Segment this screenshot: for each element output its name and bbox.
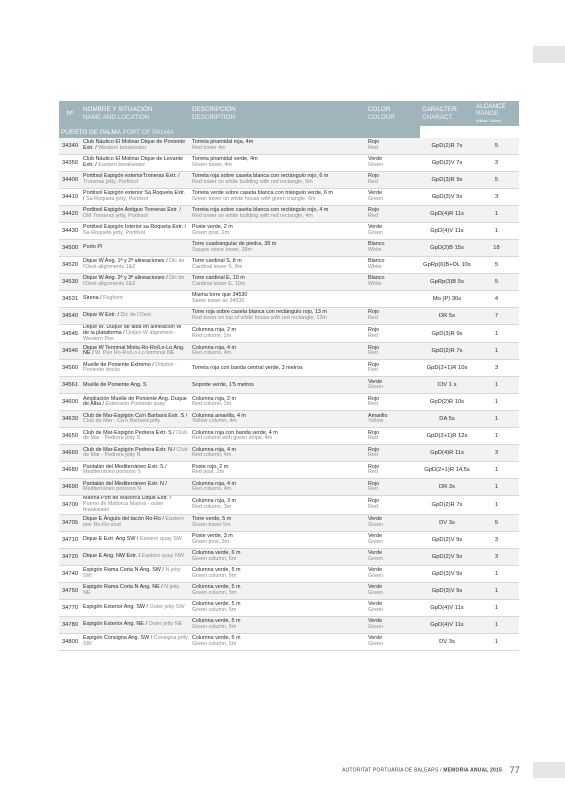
table-row <box>59 189 519 206</box>
footer-report: MEMORIA ANUAL 2015 <box>443 767 502 774</box>
cell-colour: Verde Green <box>366 616 420 633</box>
cell-number: 34500 <box>59 240 81 257</box>
cell-colour: Blanco White <box>366 274 420 291</box>
cell-character: GpD(2)R 10s <box>420 394 474 411</box>
cell-description: Columna roja, 3 m Red column, 3m <box>190 496 366 514</box>
cell-number: 34770 <box>59 599 81 616</box>
cell-character: GpD(2)V 9s <box>420 548 474 565</box>
cell-description: Columna roja con banda verde, 4 m Red column with green stripe, 4m <box>190 428 366 445</box>
cell-character: DR 5s <box>420 308 474 325</box>
cell-colour: Verde Green <box>366 599 420 616</box>
table-row <box>59 360 519 377</box>
cell-number: 34680 <box>59 462 81 479</box>
cell-character: GpD(2)V 9s <box>420 531 474 548</box>
cell-range: 5 <box>474 514 519 531</box>
table-row <box>59 565 519 582</box>
cell-range: 18 <box>474 240 519 257</box>
cell-description: Columna roja, 2 m Red column, 2m <box>190 325 366 343</box>
table-row <box>59 240 519 257</box>
cell-colour: Verde Green <box>366 582 420 599</box>
cell-number: 34400 <box>59 172 81 189</box>
cell-range: 3 <box>474 155 519 172</box>
table-row <box>59 462 519 479</box>
cell-character: GpRp(6)B+DL 10s <box>420 257 474 274</box>
table-row <box>59 445 519 462</box>
lights-table <box>59 101 519 651</box>
cell-colour: Rojo Red <box>366 479 420 496</box>
section-row <box>59 126 519 138</box>
cell-range: 7 <box>474 308 519 325</box>
cell-name: Club Náutico El Molinar Dique de Levante Extr. / Eastern breakwater <box>81 155 190 172</box>
cell-range: 5 <box>474 138 519 155</box>
table-row <box>59 496 519 514</box>
cell-character: GpD(2+1)R 12s <box>420 428 474 445</box>
cell-description: Columna verde, 5 m Green column, 5m <box>190 633 366 650</box>
cell-range: 1 <box>474 206 519 223</box>
header-colour: COLOR COLOUR <box>366 101 420 126</box>
cell-colour: Verde Green <box>366 565 420 582</box>
cell-name: Muelle de Poniente Ang. S <box>81 377 190 394</box>
header-num: Nº <box>59 101 81 126</box>
cell-name: Portitxol Espigón Interior sa Roqueta Extr. / Sa Roqueta jetty, Portitxol <box>81 223 190 240</box>
cell-character: GpD(4)V 11s <box>420 223 474 240</box>
cell-name: Dique W Ang. 1ª y 2ª alineaciones / Dic de l'Oest alignments 1&2 <box>81 257 190 274</box>
cell-colour: Rojo Red <box>366 445 420 462</box>
page-number: 77 <box>509 765 520 775</box>
cell-colour: Rojo Red <box>366 462 420 479</box>
cell-character: GpD(2)V 7s <box>420 155 474 172</box>
cell-range: 5 <box>474 257 519 274</box>
cell-number: 34690 <box>59 479 81 496</box>
cell-name: Dique W. Duque de alba en alineación W de la plataforma / Dolpin W alignment - Western Pier <box>81 325 190 343</box>
cell-name: Sirena / Foghorn <box>81 291 190 308</box>
cell-number: 34560 <box>59 360 81 377</box>
cell-description: Columna verde, 5 m Green column, 5m <box>190 565 366 582</box>
table-row <box>59 325 519 343</box>
header-character: CARACTER. CHARACT. <box>420 101 474 126</box>
cell-name: Dique E Ángulo del tacón Ro-Ro / Eastern pier Ro-Ro stud <box>81 514 190 531</box>
cell-range: 1 <box>474 496 519 514</box>
cell-colour <box>366 291 420 308</box>
table-row <box>59 479 519 496</box>
cell-number: 34700 <box>59 496 81 514</box>
table-row <box>59 514 519 531</box>
cell-name: Dique W Extr. / Dic de l'Oest <box>81 308 190 325</box>
cell-range: 1 <box>474 479 519 496</box>
cell-name: Portitxol Espigón exterior Sa Roqueta Extr. / Sa Roqueta jetty, Portitxol <box>81 189 190 206</box>
cell-number: 34430 <box>59 223 81 240</box>
cell-number: 34350 <box>59 155 81 172</box>
cell-colour: Amarillo Yellow <box>366 411 420 428</box>
table-row <box>59 616 519 633</box>
cell-range: 1 <box>474 599 519 616</box>
cell-range: 1 <box>474 462 519 479</box>
cell-character: CtV 1 s <box>420 377 474 394</box>
cell-character: GpD(3)V 9s <box>420 189 474 206</box>
cell-range: 3 <box>474 360 519 377</box>
cell-range: 5 <box>474 274 519 291</box>
cell-number: 34410 <box>59 189 81 206</box>
cell-colour: Rojo Red <box>366 394 420 411</box>
cell-description: Torre cuadrangular de piedra, 38 m Square stone tower, 38m <box>190 240 366 257</box>
cell-colour: Rojo Red <box>366 308 420 325</box>
cell-number: 34705 <box>59 514 81 531</box>
cell-name: Espigón Exterior Ang. NE / Outer jetty NE <box>81 616 190 633</box>
cell-colour: Verde Green <box>366 223 420 240</box>
cell-description: Poste rojo, 2 m Red post, 2m <box>190 462 366 479</box>
cell-description: Torreta piramidal roja, 4m Red tower 4m <box>190 138 366 155</box>
cell-name: Dique E Extr. Ang SW / Eastern quay SW <box>81 531 190 548</box>
cell-character: GpD(3)R 9s <box>420 172 474 189</box>
cell-number: 34545 <box>59 325 81 343</box>
page-footer <box>0 765 520 775</box>
cell-name: Portitxol Espigón exteriorTroneras Extr. / Troneras jetty, Portitxol <box>81 172 190 189</box>
cell-colour: Rojo Red <box>366 343 420 360</box>
table-row <box>59 411 519 428</box>
cell-number: 34650 <box>59 428 81 445</box>
table-header <box>59 101 519 126</box>
cell-name: Club de Mar-Espigón Pedrera Extr. S / Club de Mar - Pedrera jetty S <box>81 428 190 445</box>
cell-name: Marina Port de Mallorca Dique Extr. / Puerto de Mallorca Marina - outer breakwater <box>81 496 190 514</box>
cell-name: Club Náutico El Molinar Dique de Poniente Extr. / Western breakwater <box>81 138 190 155</box>
table-row <box>59 548 519 565</box>
cell-colour: Rojo Red <box>366 206 420 223</box>
table-row <box>59 633 519 650</box>
cell-name: Dique W Terminal Mixta Ro-Ro/Lo-Lo Ang. NE / W. Pier Ro-Ro/Lo-Lo terminal NE <box>81 343 190 360</box>
cell-colour: Verde Green <box>366 189 420 206</box>
cell-name: Portitxol Espigón Antiguo Troneras Extr. / Old Troneras jetty, Portitxol <box>81 206 190 223</box>
header-description: DESCRIPCIÓN DESCRIPTION <box>190 101 366 126</box>
cell-name: Espigón Rama Corta N Ang. SW / N jetty SW <box>81 565 190 582</box>
cell-description: Columna roja, 4 m Red column, 4m <box>190 343 366 360</box>
footer-separator: / <box>440 767 442 774</box>
cell-range: 1 <box>474 616 519 633</box>
cell-range: 3 <box>474 189 519 206</box>
cell-range: 1 <box>474 411 519 428</box>
cell-description: Poste verde, 3 m Green post, 3m <box>190 531 366 548</box>
cell-character: GpD(4)V 11s <box>420 616 474 633</box>
table-row <box>59 428 519 445</box>
cell-range: 5 <box>474 172 519 189</box>
side-tab-top <box>533 46 565 63</box>
cell-character: GpD(4)R 11s <box>420 445 474 462</box>
cell-colour: Blanco White <box>366 257 420 274</box>
cell-character: GpD(2)R 7s <box>420 496 474 514</box>
header-name: NOMBRE Y SITUACIÓN NAME AND LOCATION <box>81 101 190 126</box>
cell-number: 34420 <box>59 206 81 223</box>
cell-description: Columna roja, 2 m Red column, 2m <box>190 394 366 411</box>
cell-number: 34740 <box>59 565 81 582</box>
cell-range: 1 <box>474 377 519 394</box>
cell-name: Club de Mar-Espigón Pedrera Extr. N / Club de Mar - Pedrera jetty N <box>81 445 190 462</box>
cell-character: GpRp(3)B 5s <box>420 274 474 291</box>
cell-description: Torre cardinal E, 10 m Cardinal tower E, 10m <box>190 274 366 291</box>
table-row <box>59 172 519 189</box>
cell-name: Club de Mar-Espigón Ca'n Barbarà Extr. S / Club de Mar - Ca'n Barbarà jetty <box>81 411 190 428</box>
cell-range: 3 <box>474 531 519 548</box>
cell-description: Columna verde, 5 m Green column, 5m <box>190 616 366 633</box>
cell-character: GpD(3)R 9s <box>420 325 474 343</box>
table-row <box>59 394 519 411</box>
cell-colour: Verde Green <box>366 155 420 172</box>
cell-colour: Rojo Red <box>366 138 420 155</box>
cell-colour: Blanco White <box>366 240 420 257</box>
cell-character: GpD(2)B 15s <box>420 240 474 257</box>
cell-range: 1 <box>474 428 519 445</box>
cell-description: Torreta verde sobre caseta blanca con triángulo verde, 6 m Green tower on white house with green triangle, 6m <box>190 189 366 206</box>
cell-character: DA 5s <box>420 411 474 428</box>
cell-number: 34520 <box>59 257 81 274</box>
cell-description: Torre verde, 5 m Green tower 5m <box>190 514 366 531</box>
cell-description: Columna roja, 4 m Red column, 4m <box>190 479 366 496</box>
cell-range: 1 <box>474 565 519 582</box>
cell-character: GpD(4)V 11s <box>420 599 474 616</box>
cell-range: 4 <box>474 291 519 308</box>
cell-colour: Verde Green <box>366 514 420 531</box>
cell-name: Muelle de Poniente Extremo / Dolphin - Poniente docks <box>81 360 190 377</box>
cell-colour: Verde Green <box>366 377 420 394</box>
cell-description: Torre roja sobre caseta blanca con rectángulo rojo, 13 m Red tower on top of white house with red rectangle, 13m <box>190 308 366 325</box>
table-row <box>59 291 519 308</box>
cell-description: Columna verde, 5 m Green column, 5m <box>190 599 366 616</box>
cell-name: Espigón Exterior Ang. SW / Outer jetty SW <box>81 599 190 616</box>
table-row <box>59 155 519 172</box>
table-row <box>59 377 519 394</box>
header-range: ALCANCE RANGE (Millas / Miles) <box>474 101 519 126</box>
cell-name: Dique W Ang. 2ª y 3ª alineaciones / Dic de l'Oest alignments 2&3 <box>81 274 190 291</box>
table-row <box>59 308 519 325</box>
cell-character: GpD(2+1)R 10s <box>420 360 474 377</box>
cell-name: Porto Pi <box>81 240 190 257</box>
cell-range: 3 <box>474 445 519 462</box>
cell-description: Poste verde, 2 m Green post, 2m <box>190 223 366 240</box>
cell-range: 1 <box>474 343 519 360</box>
cell-colour: Rojo Red <box>366 428 420 445</box>
cell-range: 1 <box>474 582 519 599</box>
cell-range: 1 <box>474 633 519 650</box>
cell-colour: Rojo Red <box>366 360 420 377</box>
table-row <box>59 206 519 223</box>
footer-org: AUTORITAT PORTUÀRIA DE BALEARS <box>342 767 439 774</box>
cell-description: Columna roja, 4 m Red column, 4m <box>190 445 366 462</box>
cell-name: Ampliación Muelle de Poniente Ang. Duque de Alba / Extension Poniente quay <box>81 394 190 411</box>
cell-colour: Rojo Red <box>366 325 420 343</box>
cell-name: Pantalán del Mediterráneo Extr. N / Mediterráneo pontoon N <box>81 479 190 496</box>
cell-description: Torreta roja sobre caseta blanca con rectángulo rojo, 6 m Red tower on white building with red rectangle, 6m <box>190 172 366 189</box>
table-row <box>59 599 519 616</box>
cell-range: 3 <box>474 548 519 565</box>
cell-number: 34340 <box>59 138 81 155</box>
cell-colour: Verde Green <box>366 633 420 650</box>
table-row <box>59 257 519 274</box>
cell-description: Columna amarilla, 4 m Yellow column, 4m <box>190 411 366 428</box>
table-row <box>59 343 519 360</box>
cell-number: 34540 <box>59 308 81 325</box>
cell-name: Espigón Rama Corta N Ang. NE / N jetty NE <box>81 582 190 599</box>
cell-character: DV 3s <box>420 633 474 650</box>
cell-number: 34546 <box>59 343 81 360</box>
cell-character: GpD(3)V 9s <box>420 582 474 599</box>
table-row <box>59 223 519 240</box>
cell-character: GpD(2)R 7s <box>420 138 474 155</box>
cell-range: 1 <box>474 325 519 343</box>
cell-character: GpD(4)R 11s <box>420 206 474 223</box>
cell-number: 34531 <box>59 291 81 308</box>
cell-character: DR 3s <box>420 479 474 496</box>
cell-number: 34660 <box>59 445 81 462</box>
cell-name: Pantalán del Mediterráneo Extr. S / Mediterráneo pontoon S <box>81 462 190 479</box>
cell-character: GpD(2+1)R 14,5s <box>420 462 474 479</box>
cell-number: 34530 <box>59 274 81 291</box>
cell-colour: Rojo Red <box>366 496 420 514</box>
cell-number: 34710 <box>59 531 81 548</box>
cell-description: Torreta roja sobre caseta blanca con rectángulo rojo, 4 m Red tower on white building with red rectangle, 4m <box>190 206 366 223</box>
cell-colour: Rojo Red <box>366 172 420 189</box>
table-row <box>59 138 519 155</box>
table-row <box>59 274 519 291</box>
table-row <box>59 582 519 599</box>
cell-number: 34630 <box>59 411 81 428</box>
cell-number: 34720 <box>59 548 81 565</box>
cell-character: GpD(2)R 7s <box>420 343 474 360</box>
cell-description: Soporte verde, 1'5 metros <box>190 377 366 394</box>
cell-description: Torre cardinal S, 8 m Cardinal tower S, 8m <box>190 257 366 274</box>
cell-description: Columna verde, 5 m Green column, 5m <box>190 582 366 599</box>
cell-description: Torreta roja con banda central verde, 3 metros <box>190 360 366 377</box>
cell-range: 1 <box>474 394 519 411</box>
cell-colour: Verde Green <box>366 548 420 565</box>
cell-name: Dique E Ang. NW Extr. / Eastern quay NW <box>81 548 190 565</box>
cell-colour: Verde Green <box>366 531 420 548</box>
cell-number: 34750 <box>59 582 81 599</box>
table-row <box>59 531 519 548</box>
cell-character: GpD(3)V 9s <box>420 565 474 582</box>
cell-character: Mo (P) 30s <box>420 291 474 308</box>
cell-name: Espigón Consigna Ang. SW / Consigna jetty SW <box>81 633 190 650</box>
side-tab-bottom <box>533 762 565 778</box>
cell-description: Misma torre que 34530 Same tower as 34530 <box>190 291 366 308</box>
cell-number: 34600 <box>59 394 81 411</box>
cell-number: 34561 <box>59 377 81 394</box>
cell-description: Torreta piramidal verde, 4m Green tower, 4m <box>190 155 366 172</box>
cell-number: 34800 <box>59 633 81 650</box>
cell-character: DV 3s <box>420 514 474 531</box>
cell-number: 34780 <box>59 616 81 633</box>
cell-description: Columna verde, 6 m Green column, 6m <box>190 548 366 565</box>
cell-range: 1 <box>474 223 519 240</box>
section-label: PUERTO DE PALMA PORT OF PALMA <box>59 126 420 138</box>
